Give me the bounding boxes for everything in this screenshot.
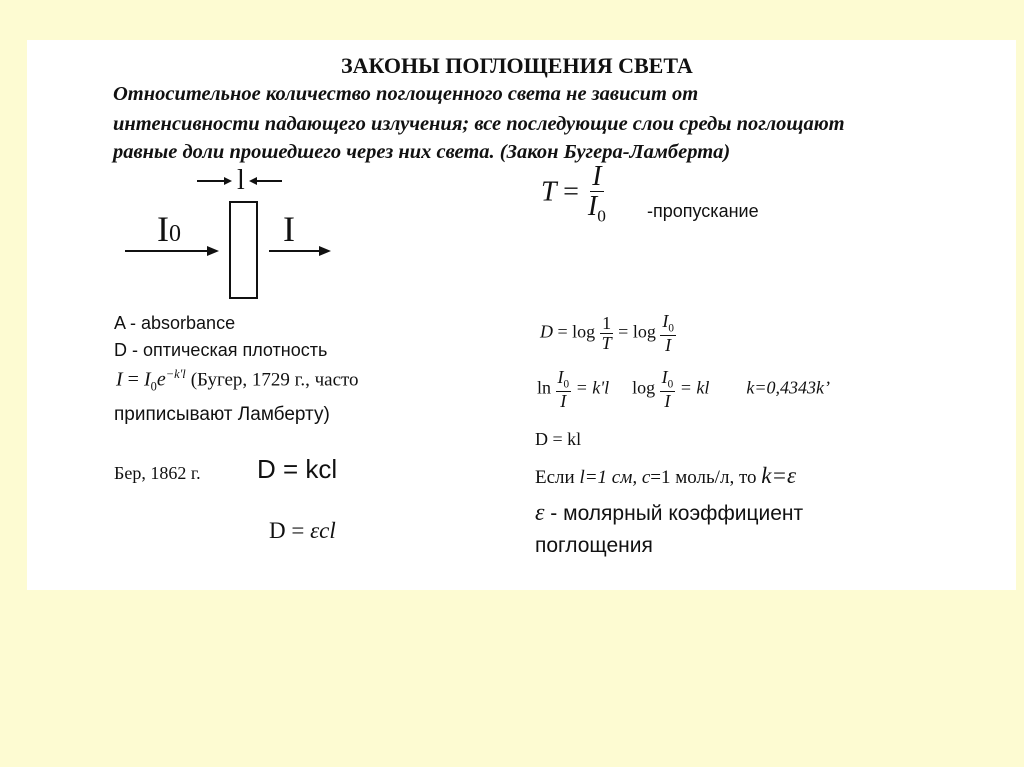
d-equals-kl: D = kl [535, 429, 582, 449]
slide-title: ЗАКОНЫ ПОГЛОЩЕНИЯ СВЕТА [341, 53, 693, 78]
cuvette-rect [230, 202, 257, 298]
thickness-arrowhead-right [249, 177, 257, 185]
intro-line-3: равные доли прошедшего через них света. (Закон Бугера-Ламберта) [113, 141, 731, 163]
transmittance-formula: T = $\frac{I}{I_0}$ [541, 161, 606, 226]
beer-formula-kcl: D = kcl [257, 454, 338, 484]
density-definition: D = log $\frac{1}{T}$ = log $\frac{I_0}{I}$ [540, 311, 674, 356]
slide [27, 40, 1016, 590]
bouguer-law: $I = I_0e^{-k'l}$ (Бугер, 1729 г., часто [116, 367, 359, 394]
optical-density-label: D - оптическая плотность [114, 340, 328, 360]
absorbance-label: A - absorbance [114, 313, 236, 333]
transmittance-caption: -пропускание [647, 201, 759, 221]
incident-arrowhead [207, 246, 219, 256]
transmitted-arrowhead [319, 246, 331, 256]
intro-line-1: Относительное количество поглощенного света не зависит от [113, 83, 699, 105]
intro-line-2: интенсивности падающего излучения; все последующие слои среды поглощают [113, 113, 845, 135]
condition-line: Если l=1 см, c=1 моль/л, то k=ε [535, 463, 797, 488]
thickness-arrowhead-left [224, 177, 232, 185]
incident-intensity-label: I0 [157, 209, 181, 249]
bouguer-reference-2: приписывают Ламберту) [114, 404, 330, 425]
beer-formula-epsilon: D = εcl [269, 518, 336, 543]
thickness-label: l [237, 165, 245, 196]
ln-relation: ln $\frac{I_0}{I}$ = k'l log $\frac{I_0}{I}$ = kl k=0,4343k’ [537, 367, 830, 412]
beer-label: Бер, 1862 г. [114, 463, 201, 483]
transmitted-intensity-label: I [283, 209, 295, 249]
epsilon-definition: ε - молярный коэффициент [535, 500, 804, 526]
epsilon-definition-2: поглощения [535, 534, 653, 557]
